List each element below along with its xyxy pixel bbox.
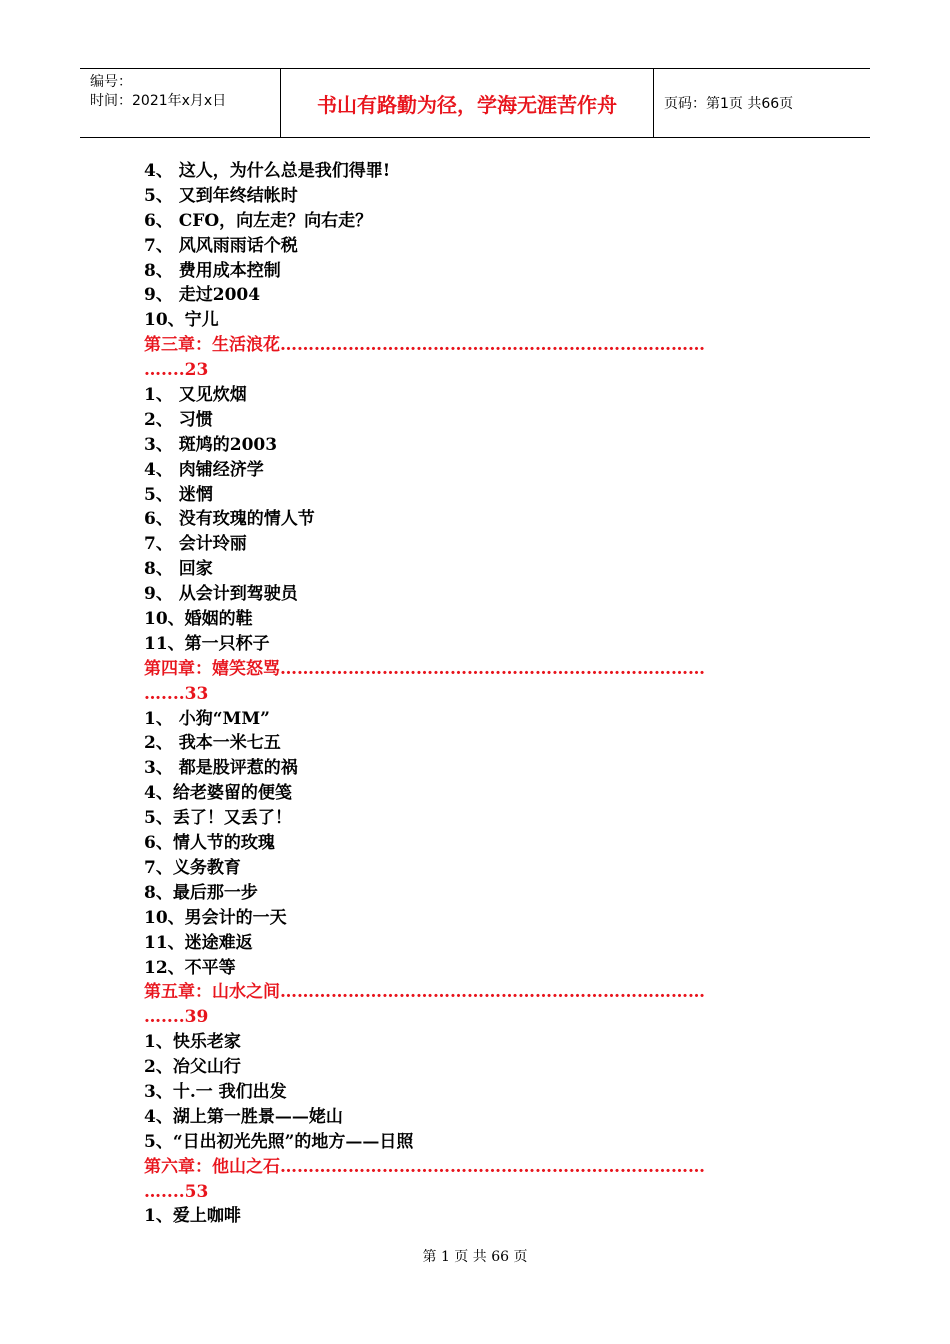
toc-entry: 11、迷途难返 bbox=[144, 932, 253, 953]
chapter-heading: 第四章：嬉笑怒骂………………………………………………………………… bbox=[144, 658, 705, 679]
chapter-heading: …....33 bbox=[144, 683, 209, 704]
toc-entry: 3、十.一 我们出发 bbox=[144, 1081, 287, 1102]
header-page-info: 页码：第1页 共66页 bbox=[664, 96, 794, 112]
toc-entry: 1、 又见炊烟 bbox=[144, 385, 247, 406]
toc-entry: 8、 费用成本控制 bbox=[144, 260, 281, 281]
toc-entry: 7、 会计玲丽 bbox=[144, 534, 247, 555]
toc-entry: 6、情人节的玫瑰 bbox=[144, 833, 275, 854]
toc-entry: 5、丢了！又丢了！ bbox=[144, 808, 292, 829]
chapter-heading: …....23 bbox=[144, 360, 209, 381]
chapter-heading: …....39 bbox=[144, 1007, 209, 1028]
chapter-heading: 第三章：生活浪花………………………………………………………………… bbox=[144, 335, 705, 356]
header-motto: 书山有路勤为径，学海无涯苦作舟 bbox=[281, 69, 654, 137]
toc-entry: 9、 从会计到驾驶员 bbox=[144, 584, 298, 605]
toc-entry: 2、 我本一米七五 bbox=[144, 733, 281, 754]
toc-entry: 2、 习惯 bbox=[144, 409, 213, 430]
toc-entry: 5、 又到年终结帐时 bbox=[144, 185, 298, 206]
toc-entry: 4、 这人，为什么总是我们得罪! bbox=[144, 161, 391, 181]
toc-entry: 1、快乐老家 bbox=[144, 1032, 241, 1053]
toc-entry: 8、 回家 bbox=[144, 559, 213, 580]
toc-entry: 1、爱上咖啡 bbox=[144, 1206, 241, 1227]
toc-entry: 4、给老婆留的便笺 bbox=[144, 783, 292, 804]
toc-entry: 3、 斑鸠的2003 bbox=[144, 434, 278, 455]
toc-entry: 1、 小狗“MM” bbox=[144, 708, 270, 729]
toc-entry: 4、 肉铺经济学 bbox=[144, 459, 264, 480]
header-meta bbox=[80, 69, 281, 137]
toc-entry: 6、 没有玫瑰的情人节 bbox=[144, 509, 315, 530]
toc-entry: 4、湖上第一胜景——姥山 bbox=[144, 1106, 343, 1127]
toc-entry: 3、 都是股评惹的祸 bbox=[144, 758, 298, 779]
toc-entry: 5、“日出初光先照”的地方——日照 bbox=[144, 1131, 414, 1152]
toc-entry: 6、 CFO，向左走？向右走？ bbox=[144, 210, 373, 231]
toc-entry: 10、婚姻的鞋 bbox=[144, 609, 253, 630]
chapter-heading: 第五章：山水之间………………………………………………………………… bbox=[144, 982, 705, 1003]
toc-entry: 10、宁儿 bbox=[144, 310, 219, 331]
toc-entry: 10、男会计的一天 bbox=[144, 907, 287, 928]
chapter-heading: 第六章：他山之石………………………………………………………………… bbox=[144, 1156, 705, 1177]
toc-entry: 5、 迷惘 bbox=[144, 484, 213, 505]
toc-entry: 7、 风风雨雨话个税 bbox=[144, 235, 298, 256]
serial-number-label: 编号： bbox=[90, 74, 132, 90]
toc-entry: 11、第一只杯子 bbox=[144, 633, 270, 654]
table-of-contents bbox=[144, 159, 814, 1229]
toc-entry: 7、义务教育 bbox=[144, 857, 241, 878]
date-label: 时间：2021年x月x日 bbox=[90, 93, 227, 109]
toc-entry: 12、不平等 bbox=[144, 957, 236, 978]
chapter-heading: …....53 bbox=[144, 1181, 209, 1202]
page-header bbox=[80, 68, 870, 138]
toc-entry: 8、最后那一步 bbox=[144, 882, 258, 903]
toc-entry: 9、 走过2004 bbox=[144, 285, 261, 306]
toc-entry: 2、冶父山行 bbox=[144, 1057, 241, 1078]
page-footer: 第 1 页 共 66 页 bbox=[422, 1249, 528, 1265]
